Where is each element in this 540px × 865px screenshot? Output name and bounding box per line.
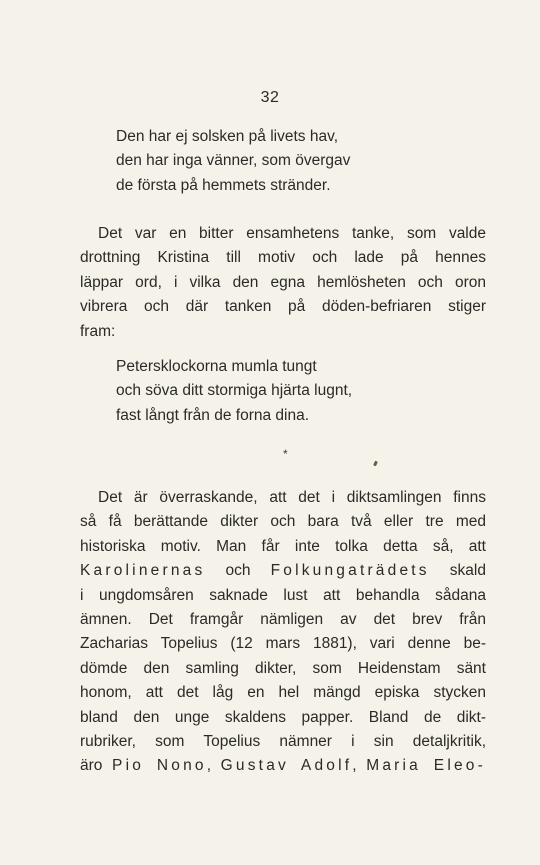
paragraph-line: Det var en bitter ensamhetens tanke, som valde xyxy=(98,225,486,242)
text-run: skald xyxy=(429,562,486,580)
spaced-title: Karolinernas xyxy=(80,562,206,580)
paragraph-line: drottning Kristina till motiv och lade på hennes xyxy=(80,249,486,267)
spaced-title: Folkungaträdets xyxy=(270,562,430,580)
paragraph-line: så få berättande dikter och bara två eller tre med xyxy=(80,513,486,531)
verse-line: Petersklockorna mumla tungt xyxy=(116,358,317,375)
text-run: och xyxy=(205,562,271,580)
verse-line: Den har ej solsken på livets hav, xyxy=(116,128,338,145)
paragraph-line xyxy=(80,559,486,583)
paragraph-line: bland den unge skaldens papper. Bland de dikt- xyxy=(80,708,486,726)
paragraph-line: honom, att det låg en hel mängd episka stycken xyxy=(80,684,486,702)
spaced-title: Maria Eleo- xyxy=(366,757,486,775)
paragraph-line: vibrera och där tanken på döden-befriaren stiger xyxy=(80,298,486,316)
text-run: äro xyxy=(80,757,113,775)
paragraph-line: Det är överraskande, att det i diktsamlingen finns xyxy=(98,489,486,506)
verse-block-2 xyxy=(80,355,522,428)
paragraph-1 xyxy=(80,222,486,344)
paragraph-line: Zacharias Topelius (12 mars 1881), vari denne be- xyxy=(80,635,486,653)
text-run: , xyxy=(206,757,221,775)
text-run: , xyxy=(352,757,367,775)
ink-speck xyxy=(373,461,378,467)
paragraph-line: i ungdomsåren saknade lust att behandla sådana xyxy=(80,586,486,604)
paragraph-line: ämnen. Det framgår nämligen av det brev från xyxy=(80,611,486,629)
verse-block-1 xyxy=(80,125,522,198)
paragraph-line: läppar ord, i vilka den egna hemlösheten och oron xyxy=(80,273,486,291)
paragraph-line: historiska motiv. Man får inte tolka detta så, att xyxy=(80,537,486,555)
spaced-title: Pio Nono xyxy=(112,757,207,775)
section-separator: * xyxy=(283,447,288,461)
paragraph-2 xyxy=(80,486,486,779)
verse-line: den har inga vänner, som övergav xyxy=(116,152,351,170)
paragraph-line xyxy=(80,754,486,778)
spaced-title: Gustav Adolf xyxy=(220,757,353,775)
verse-line: och söva ditt stormiga hjärta lugnt, xyxy=(116,382,353,400)
paragraph-line: fram: xyxy=(80,322,116,340)
verse-line: fast långt från de forna dina. xyxy=(116,406,310,424)
paragraph-line: rubriker, som Topelius nämner i sin detaljkritik, xyxy=(80,733,486,751)
page-number: 32 xyxy=(260,89,280,106)
paragraph-line: dömde den samling dikter, som Heidenstam sänt xyxy=(80,659,486,677)
verse-line: de första på hemmets stränder. xyxy=(116,176,331,194)
